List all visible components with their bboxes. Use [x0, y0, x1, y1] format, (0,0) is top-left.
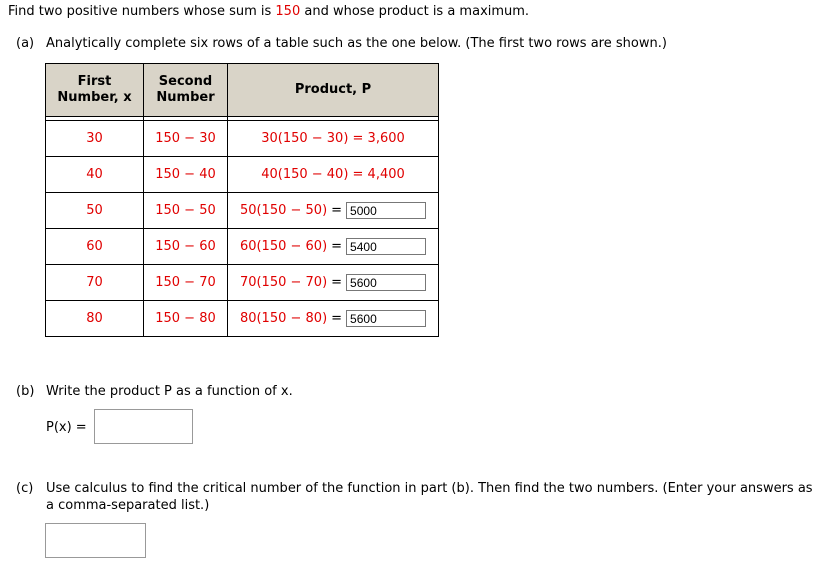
product-expression: 60(150 − 60)	[239, 239, 328, 254]
product-expression: 50(150 − 50)	[239, 203, 328, 218]
product-expression: 70(150 − 70)	[239, 275, 328, 290]
product-cell	[228, 301, 439, 337]
table-row	[46, 265, 439, 301]
problem-sum: 150	[275, 4, 301, 19]
first-number-cell: 50	[46, 193, 144, 229]
product-answer-input[interactable]: 5000	[346, 202, 426, 219]
second-number-cell: 150 − 60	[144, 229, 228, 265]
equals-sign: =	[331, 275, 343, 290]
part-b-label: (b)	[16, 384, 35, 399]
first-number-cell: 70	[46, 265, 144, 301]
header-first-line2: Number, x	[57, 90, 132, 105]
equals-sign: =	[331, 239, 343, 254]
product-expression: 80(150 − 80)	[239, 311, 328, 326]
product-answer-input[interactable]: 5400	[346, 238, 426, 255]
header-second-line2: Number	[156, 90, 215, 105]
product-answer-input[interactable]: 5600	[346, 310, 426, 327]
header-product	[228, 64, 439, 117]
part-c-label: (c)	[16, 481, 34, 496]
product-answer-input[interactable]: 5600	[346, 274, 426, 291]
product-cell: 30(150 − 30) = 3,600	[228, 121, 439, 157]
product-cell	[228, 193, 439, 229]
first-number-cell: 60	[46, 229, 144, 265]
header-product-label: Product, P	[294, 82, 372, 97]
product-table	[45, 63, 439, 337]
second-number-cell: 150 − 30	[144, 121, 228, 157]
second-number-cell: 150 − 80	[144, 301, 228, 337]
part-c-text-line1: Use calculus to find the critical number of the function in part (b). Then find the two numbers. (Enter your answers as	[46, 481, 813, 496]
equals-sign: =	[331, 203, 343, 218]
second-number-cell: 150 − 70	[144, 265, 228, 301]
problem-intro-post: and whose product is a maximum.	[300, 4, 530, 19]
part-c-text-line2: a comma-separated list.)	[46, 498, 210, 513]
first-number-cell: 80	[46, 301, 144, 337]
header-first-number	[46, 64, 144, 117]
product-cell	[228, 265, 439, 301]
first-number-cell: 30	[46, 121, 144, 157]
critical-numbers-input[interactable]	[45, 523, 146, 558]
product-cell: 40(150 − 40) = 4,400	[228, 157, 439, 193]
table-row	[46, 193, 439, 229]
equals-sign: =	[331, 311, 343, 326]
header-second-number	[144, 64, 228, 117]
table-row	[46, 157, 439, 193]
part-b-text: Write the product P as a function of x.	[46, 384, 293, 399]
table-header-row	[46, 64, 439, 117]
header-second-line1: Second	[158, 74, 213, 89]
table-row	[46, 229, 439, 265]
part-a-label: (a)	[16, 36, 35, 51]
second-number-cell: 150 − 50	[144, 193, 228, 229]
problem-statement	[8, 4, 529, 19]
part-a-text: Analytically complete six rows of a table such as the one below. (The first two rows are shown.)	[46, 36, 667, 51]
product-cell	[228, 229, 439, 265]
function-label: P(x) =	[46, 420, 87, 435]
problem-intro-pre: Find two positive numbers whose sum is	[8, 4, 276, 19]
first-number-cell: 40	[46, 157, 144, 193]
table-row	[46, 301, 439, 337]
table-row	[46, 121, 439, 157]
second-number-cell: 150 − 40	[144, 157, 228, 193]
function-input[interactable]	[94, 409, 193, 444]
header-first-line1: First	[77, 74, 112, 89]
